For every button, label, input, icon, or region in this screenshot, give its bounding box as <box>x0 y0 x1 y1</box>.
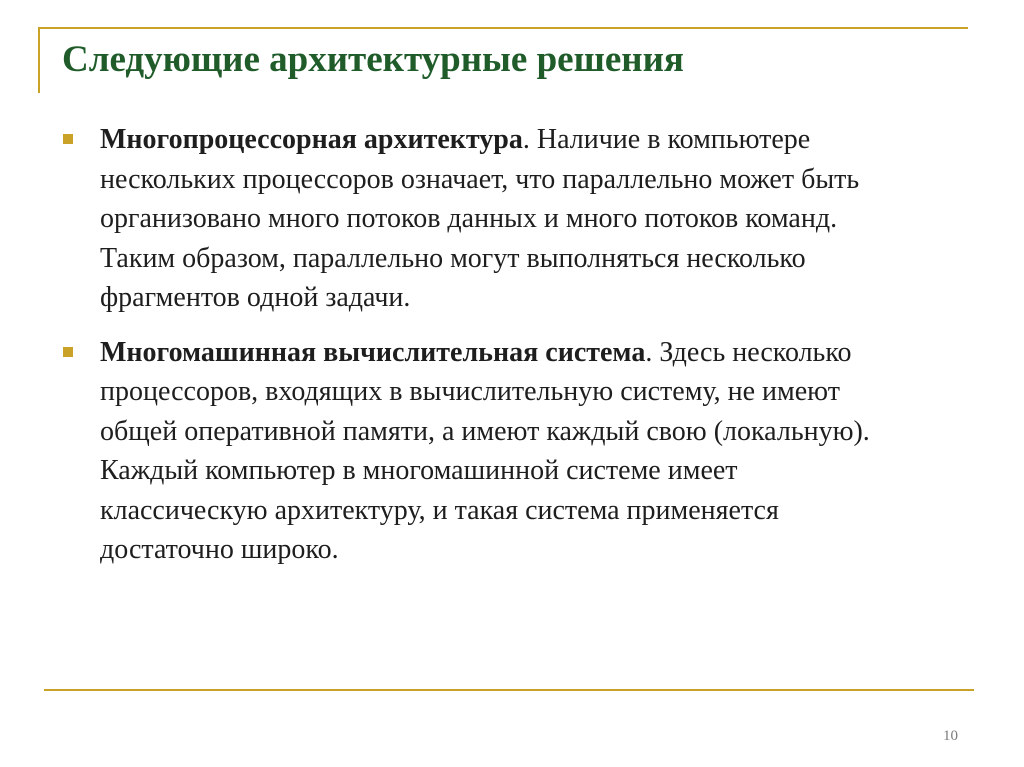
bottom-divider <box>44 689 974 691</box>
left-divider <box>38 27 40 93</box>
bullet-text: . Здесь несколько процессоров, входящих в вычислительную систему, не имеют общей оперативной памяти, а имеют каждый свою (локальную). Каждый компьютер в многомашинной системе имеет классическую архитектуру, и такая система применяется достаточно широко. <box>100 336 870 565</box>
slide-title: Следующие архитектурные решения <box>62 39 684 80</box>
bullet-term: Многомашинная вычислительная система <box>100 336 646 368</box>
bullet-item <box>62 120 902 318</box>
bullet-list <box>62 120 902 585</box>
square-bullet-icon <box>63 134 73 144</box>
square-bullet-icon <box>63 347 73 357</box>
bullet-item <box>62 333 902 570</box>
bullet-text: . Наличие в компьютере нескольких процессоров означает, что параллельно может быть организовано много потоков данных и много потоков команд. Таким образом, параллельно могут выполняться несколько фрагментов одной задачи. <box>100 124 860 313</box>
page-number: 10 <box>943 728 958 744</box>
bullet-term: Многопроцессорная архитектура <box>100 124 523 155</box>
top-divider <box>38 27 968 29</box>
